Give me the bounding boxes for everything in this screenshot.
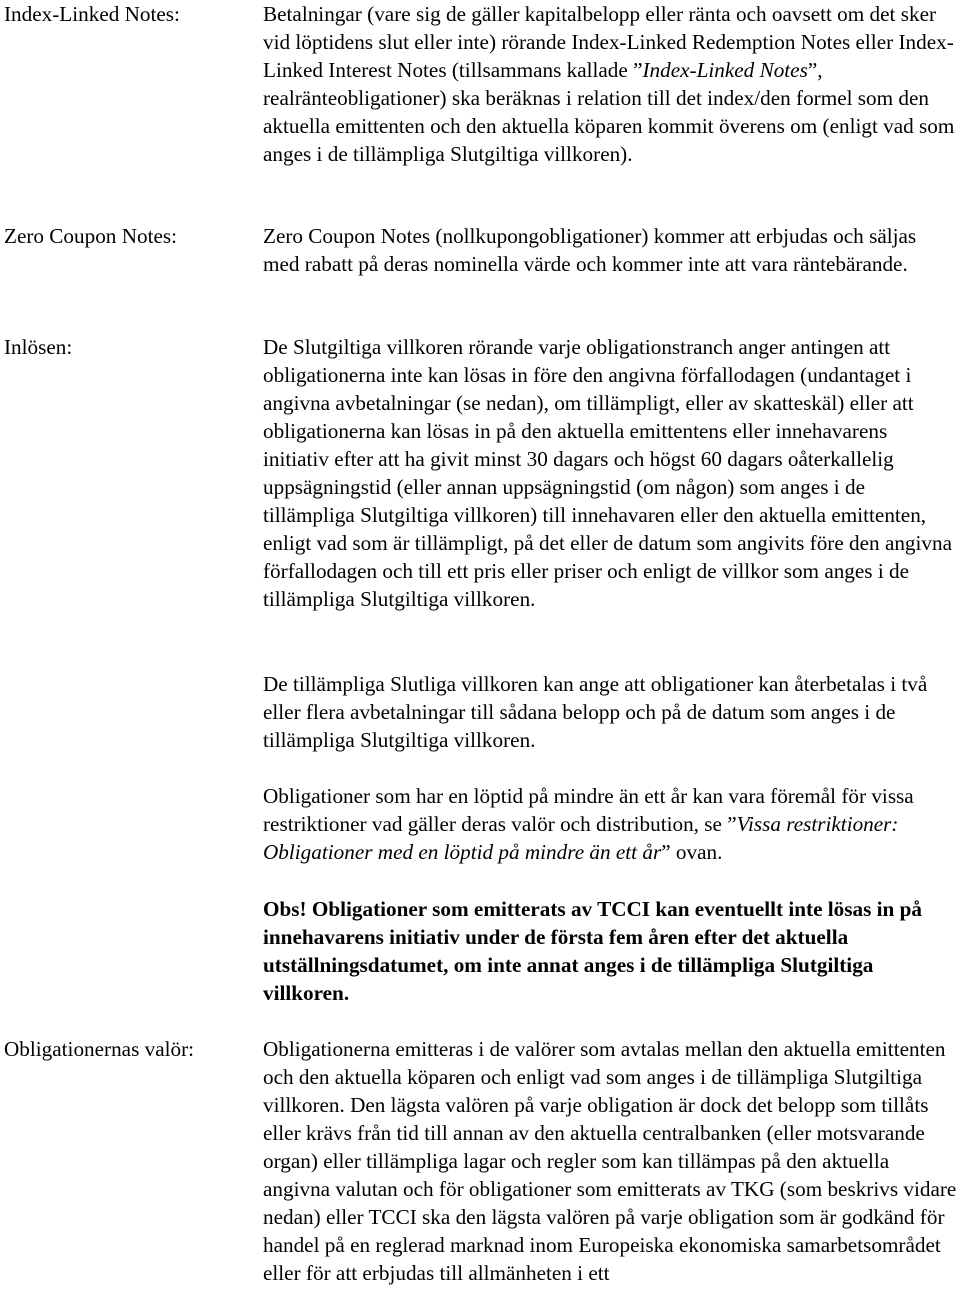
section-label-redemption: Inlösen: xyxy=(4,335,73,359)
section-label-index-linked: Index-Linked Notes: xyxy=(4,2,180,26)
redemption-body-3 xyxy=(263,782,957,866)
section-body-denomination xyxy=(263,1035,957,1287)
redemption-paragraph-1: De Slutgiltiga villkoren rörande varje obligationstranch anger antingen att obligationerna inte kan lösas in före den angivna förfallodagen (undantaget i angivna avbetalningar (se nedan), om tillämpligt, eller av skatteskäl) eller att obligationerna kan lösas in på den aktuella emittentens eller innehavarens initiativ efter att ha givit minst 30 dagars och högst 60 dagars oåterkallelig uppsägningstid (eller annan uppsägningstid (om någon) som anges i de tillämpliga Slutgiltiga villkoren) till innehavaren eller den aktuella emittenten, enligt vad som är tillämpligt, på det eller de datum som angivits före den angivna förfallodagen och till ett pris eller priser och enligt de villkor som anges i de tillämpliga Slutgiltiga villkoren. xyxy=(263,335,953,611)
zero-coupon-paragraph: Zero Coupon Notes (nollkupongobligationer) kommer att erbjudas och säljas med rabatt på deras nominella värde och kommer inte att vara räntebärande. xyxy=(263,224,917,276)
section-label-zero-coupon: Zero Coupon Notes: xyxy=(4,224,178,248)
section-body-redemption xyxy=(263,333,957,613)
section-body-index-linked xyxy=(263,0,957,168)
redemption-p3-text-c: ” ovan. xyxy=(661,840,723,864)
denomination-paragraph: Obligationerna emitteras i de valörer som avtalas mellan den aktuella emittenten och den aktuella köparen och enligt vad som anges i de tillämpliga Slutgiltiga villkoren. Den lägsta valören på varje obligation är dock det belopp som tillåts eller krävs från tid till annan av den aktuella centralbanken (eller motsvarande organ) eller tillämpliga lagar och regler som kan tillämpas på den aktuella angivna valutan och för obligationer som emitterats av TKG (som beskrivs vidare nedan) eller TCCI ska den lägsta valören på varje obligation som är godkänd för handel på en reglerad marknad inom Europeiska ekonomiska samarbetsområdet eller för att erbjudas till allmänheten i ett xyxy=(263,1037,957,1285)
index-linked-term: Index-Linked Notes xyxy=(642,58,808,82)
redemption-body-2 xyxy=(263,670,957,754)
redemption-body-4 xyxy=(263,895,957,1007)
index-linked-paragraph xyxy=(263,0,957,168)
redemption-p3-reference: Vissa restriktioner: Obligationer med en löptid på mindre än ett år xyxy=(263,812,899,864)
index-linked-text-a: Betalningar (vare sig de gäller kapitalbelopp eller ränta och oavsett om det sker vid löptidens slut eller inte) rörande Index-Linked Redemption Notes eller Index-Linked Interest Notes (tillsammans kallade ” xyxy=(263,2,954,82)
index-linked-text-c: ”, realränteobligationer) ska beräknas i relation till det index/den formel som den aktuella emittenten och den aktuella köparen kommit överens om (enligt vad som anges i de tillämpliga Slutgiltiga villkoren). xyxy=(263,58,955,166)
redemption-paragraph-2: De tillämpliga Slutliga villkoren kan ange att obligationer kan återbetalas i två eller flera avbetalningar till sådana belopp och på de datum som anges i de tillämpliga Slutgiltiga villkoren. xyxy=(263,672,928,752)
redemption-paragraph-3 xyxy=(263,782,957,866)
section-label-denomination: Obligationernas valör: xyxy=(4,1037,195,1061)
section-body-zero-coupon xyxy=(263,222,957,278)
redemption-p3-text-a: Obligationer som har en löptid på mindre än ett år kan vara föremål för vissa restriktioner vad gäller deras valör och distribution, se ” xyxy=(263,784,914,836)
redemption-notice-paragraph: Obs! Obligationer som emitterats av TCCI kan eventuellt inte lösas in på innehavarens initiativ under de första fem åren efter det aktuella utställningsdatumet, om inte annat anges i de tillämpliga Slutgiltiga villkoren. xyxy=(263,897,922,1005)
